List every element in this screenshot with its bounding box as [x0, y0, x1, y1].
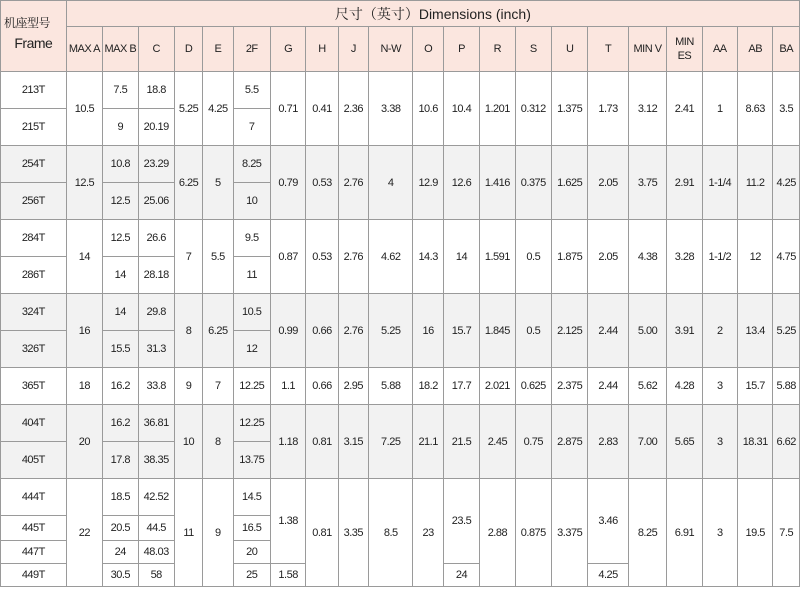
table-cell: 10.5 — [233, 294, 270, 331]
table-cell: 10.6 — [413, 72, 443, 146]
table-cell: 23 — [413, 479, 443, 587]
table-cell: 3.15 — [338, 405, 368, 479]
table-cell: 12 — [738, 220, 773, 294]
table-cell: 3.5 — [773, 72, 800, 146]
table-cell: 0.5 — [515, 220, 551, 294]
table-cell: 2.41 — [667, 72, 702, 146]
table-cell: 2.83 — [588, 405, 628, 479]
table-cell: 16 — [413, 294, 443, 368]
column-header: J — [338, 27, 368, 72]
table-cell: 17.7 — [443, 368, 479, 405]
frame-cell: 284T — [1, 220, 67, 257]
table-cell: 15.7 — [738, 368, 773, 405]
column-header: MIN ES — [667, 27, 702, 72]
table-cell: 2.05 — [588, 146, 628, 220]
table-cell: 2.91 — [667, 146, 702, 220]
table-cell: 1.375 — [551, 72, 587, 146]
table-cell: 2.375 — [551, 368, 587, 405]
table-cell: 3 — [702, 405, 737, 479]
column-header: U — [551, 27, 587, 72]
column-header: O — [413, 27, 443, 72]
table-cell: 0.41 — [306, 72, 338, 146]
table-cell: 2.76 — [338, 294, 368, 368]
table-body — [1, 72, 800, 587]
table-cell: 1.1 — [270, 368, 305, 405]
column-header: D — [174, 27, 202, 72]
table-cell: 1-1/4 — [702, 146, 737, 220]
dimensions-title: 尺寸（英寸）Dimensions (inch) — [66, 1, 799, 27]
frame-cell: 256T — [1, 183, 67, 220]
table-cell: 7.00 — [628, 405, 666, 479]
table-cell: 8.63 — [738, 72, 773, 146]
table-cell: 18 — [66, 368, 102, 405]
table-cell: 1.18 — [270, 405, 305, 479]
table-cell: 14 — [66, 220, 102, 294]
table-cell: 0.375 — [515, 146, 551, 220]
table-cell: 2.44 — [588, 368, 628, 405]
table-cell: 5.65 — [667, 405, 702, 479]
table-cell: 20.5 — [103, 516, 138, 541]
table-cell: 2.76 — [338, 146, 368, 220]
frame-header — [1, 1, 67, 72]
table-cell: 42.52 — [138, 479, 174, 516]
table-cell: 4.25 — [203, 72, 233, 146]
table-cell: 7.5 — [103, 72, 138, 109]
column-header: N-W — [369, 27, 413, 72]
table-cell: 15.7 — [443, 294, 479, 368]
column-header: C — [138, 27, 174, 72]
table-cell: 10 — [174, 405, 202, 479]
table-cell: 23.29 — [138, 146, 174, 183]
table-cell: 28.18 — [138, 257, 174, 294]
table-cell: 9 — [174, 368, 202, 405]
table-cell: 16.2 — [103, 368, 138, 405]
frame-cell: 404T — [1, 405, 67, 442]
column-header: AA — [702, 27, 737, 72]
column-header: E — [203, 27, 233, 72]
table-cell: 14 — [103, 294, 138, 331]
table-cell: 5.88 — [773, 368, 800, 405]
table-row — [1, 294, 800, 331]
table-cell: 11 — [174, 479, 202, 587]
column-header-row — [1, 27, 800, 72]
table-cell: 4.25 — [588, 564, 628, 587]
column-header: P — [443, 27, 479, 72]
table-cell: 2.021 — [480, 368, 515, 405]
table-cell: 0.66 — [306, 368, 338, 405]
table-cell: 1.38 — [270, 479, 305, 564]
table-cell: 0.99 — [270, 294, 305, 368]
table-cell: 2.76 — [338, 220, 368, 294]
column-header: H — [306, 27, 338, 72]
table-cell: 0.66 — [306, 294, 338, 368]
table-cell: 7.25 — [369, 405, 413, 479]
frame-cell: 324T — [1, 294, 67, 331]
table-cell: 10.4 — [443, 72, 479, 146]
table-cell: 13.75 — [233, 442, 270, 479]
table-cell: 1.73 — [588, 72, 628, 146]
table-cell: 1.416 — [480, 146, 515, 220]
table-cell: 12.25 — [233, 368, 270, 405]
table-cell: 4.28 — [667, 368, 702, 405]
table-cell: 0.79 — [270, 146, 305, 220]
table-cell: 15.5 — [103, 331, 138, 368]
table-cell: 21.5 — [443, 405, 479, 479]
frame-cell: 444T — [1, 479, 67, 516]
frame-cell: 215T — [1, 109, 67, 146]
table-cell: 0.75 — [515, 405, 551, 479]
table-cell: 3.35 — [338, 479, 368, 587]
table-cell: 8.5 — [369, 479, 413, 587]
frame-header-en: Frame — [14, 34, 53, 51]
table-cell: 16.5 — [233, 516, 270, 541]
table-cell: 29.8 — [138, 294, 174, 331]
table-cell: 5.5 — [203, 220, 233, 294]
frame-header-cn: 机座型号 — [4, 15, 51, 30]
table-cell: 6.91 — [667, 479, 702, 587]
table-cell: 11.2 — [738, 146, 773, 220]
table-row — [1, 479, 800, 516]
table-cell: 0.875 — [515, 479, 551, 587]
table-cell: 7 — [203, 368, 233, 405]
table-cell: 3.375 — [551, 479, 587, 587]
table-cell: 2.125 — [551, 294, 587, 368]
table-cell: 1.591 — [480, 220, 515, 294]
table-cell: 16 — [66, 294, 102, 368]
table-cell: 4.75 — [773, 220, 800, 294]
table-cell: 26.6 — [138, 220, 174, 257]
table-cell: 8 — [174, 294, 202, 368]
frame-cell: 449T — [1, 564, 67, 587]
table-cell: 0.53 — [306, 220, 338, 294]
table-cell: 0.87 — [270, 220, 305, 294]
table-cell: 2.45 — [480, 405, 515, 479]
table-cell: 22 — [66, 479, 102, 587]
table-row — [1, 368, 800, 405]
table-cell: 12.25 — [233, 405, 270, 442]
table-cell: 1.201 — [480, 72, 515, 146]
table-cell: 3.38 — [369, 72, 413, 146]
table-cell: 5.25 — [369, 294, 413, 368]
table-cell: 10.5 — [66, 72, 102, 146]
table-cell: 14 — [443, 220, 479, 294]
table-cell: 4.25 — [773, 146, 800, 220]
table-cell: 0.625 — [515, 368, 551, 405]
table-cell: 3 — [702, 479, 737, 587]
table-cell: 12.9 — [413, 146, 443, 220]
table-cell: 1.625 — [551, 146, 587, 220]
table-cell: 10.8 — [103, 146, 138, 183]
column-header: BA — [773, 27, 800, 72]
column-header: 2F — [233, 27, 270, 72]
column-header: G — [270, 27, 305, 72]
table-cell: 4.62 — [369, 220, 413, 294]
table-cell: 9 — [203, 479, 233, 587]
table-cell: 7.5 — [773, 479, 800, 587]
table-cell: 48.03 — [138, 541, 174, 564]
table-cell: 31.3 — [138, 331, 174, 368]
table-cell: 25.06 — [138, 183, 174, 220]
frame-cell: 447T — [1, 541, 67, 564]
frame-cell: 254T — [1, 146, 67, 183]
frame-cell: 213T — [1, 72, 67, 109]
table-cell: 6.25 — [174, 146, 202, 220]
column-header: AB — [738, 27, 773, 72]
table-row — [1, 405, 800, 442]
frame-cell: 405T — [1, 442, 67, 479]
table-cell: 0.71 — [270, 72, 305, 146]
table-cell: 3.28 — [667, 220, 702, 294]
table-cell: 1.58 — [270, 564, 305, 587]
table-cell: 12 — [233, 331, 270, 368]
table-cell: 4 — [369, 146, 413, 220]
table-cell: 2.05 — [588, 220, 628, 294]
table-cell: 58 — [138, 564, 174, 587]
table-cell: 16.2 — [103, 405, 138, 442]
table-cell: 18.31 — [738, 405, 773, 479]
table-cell: 24 — [443, 564, 479, 587]
table-header — [1, 1, 800, 72]
table-cell: 0.5 — [515, 294, 551, 368]
table-cell: 3.12 — [628, 72, 666, 146]
table-cell: 13.4 — [738, 294, 773, 368]
table-cell: 0.81 — [306, 479, 338, 587]
table-cell: 1.875 — [551, 220, 587, 294]
table-cell: 12.6 — [443, 146, 479, 220]
table-row — [1, 72, 800, 109]
table-cell: 24 — [103, 541, 138, 564]
column-header: MAX A — [66, 27, 102, 72]
table-cell: 2.44 — [588, 294, 628, 368]
table-cell: 1-1/2 — [702, 220, 737, 294]
table-cell: 5.25 — [174, 72, 202, 146]
table-cell: 6.25 — [203, 294, 233, 368]
table-cell: 7 — [174, 220, 202, 294]
column-header: T — [588, 27, 628, 72]
table-cell: 3.75 — [628, 146, 666, 220]
table-cell: 8 — [203, 405, 233, 479]
table-cell: 8.25 — [233, 146, 270, 183]
frame-cell: 365T — [1, 368, 67, 405]
table-cell: 17.8 — [103, 442, 138, 479]
table-cell: 19.5 — [738, 479, 773, 587]
table-cell: 18.2 — [413, 368, 443, 405]
table-cell: 14.5 — [233, 479, 270, 516]
table-cell: 38.35 — [138, 442, 174, 479]
table-cell: 12.5 — [103, 220, 138, 257]
column-header: S — [515, 27, 551, 72]
column-header: R — [480, 27, 515, 72]
table-cell: 0.81 — [306, 405, 338, 479]
table-cell: 33.8 — [138, 368, 174, 405]
table-cell: 23.5 — [443, 479, 479, 564]
frame-cell: 445T — [1, 516, 67, 541]
table-cell: 44.5 — [138, 516, 174, 541]
table-cell: 3.91 — [667, 294, 702, 368]
table-cell: 5.62 — [628, 368, 666, 405]
table-cell: 5.25 — [773, 294, 800, 368]
table-cell: 14 — [103, 257, 138, 294]
table-cell: 10 — [233, 183, 270, 220]
table-cell: 5.88 — [369, 368, 413, 405]
table-cell: 5 — [203, 146, 233, 220]
table-cell: 20.19 — [138, 109, 174, 146]
table-cell: 6.62 — [773, 405, 800, 479]
table-cell: 20 — [233, 541, 270, 564]
table-cell: 2 — [702, 294, 737, 368]
column-header: MIN V — [628, 27, 666, 72]
frame-cell: 326T — [1, 331, 67, 368]
table-cell: 7 — [233, 109, 270, 146]
table-cell: 2.88 — [480, 479, 515, 587]
table-cell: 1 — [702, 72, 737, 146]
table-cell: 18.8 — [138, 72, 174, 109]
table-cell: 2.875 — [551, 405, 587, 479]
table-cell: 14.3 — [413, 220, 443, 294]
table-cell: 30.5 — [103, 564, 138, 587]
table-cell: 36.81 — [138, 405, 174, 442]
column-header: MAX B — [103, 27, 138, 72]
table-cell: 18.5 — [103, 479, 138, 516]
table-cell: 4.38 — [628, 220, 666, 294]
table-cell: 20 — [66, 405, 102, 479]
table-cell: 21.1 — [413, 405, 443, 479]
table-cell: 12.5 — [103, 183, 138, 220]
table-cell: 1.845 — [480, 294, 515, 368]
table-cell: 11 — [233, 257, 270, 294]
table-cell: 9 — [103, 109, 138, 146]
table-cell: 3 — [702, 368, 737, 405]
table-cell: 3.46 — [588, 479, 628, 564]
table-cell: 9.5 — [233, 220, 270, 257]
table-cell: 0.53 — [306, 146, 338, 220]
table-cell: 5.5 — [233, 72, 270, 109]
table-cell: 5.00 — [628, 294, 666, 368]
table-row — [1, 146, 800, 183]
table-row — [1, 220, 800, 257]
table-cell: 12.5 — [66, 146, 102, 220]
table-cell: 25 — [233, 564, 270, 587]
table-cell: 0.312 — [515, 72, 551, 146]
table-cell: 2.36 — [338, 72, 368, 146]
frame-cell: 286T — [1, 257, 67, 294]
table-cell: 2.95 — [338, 368, 368, 405]
table-cell: 8.25 — [628, 479, 666, 587]
